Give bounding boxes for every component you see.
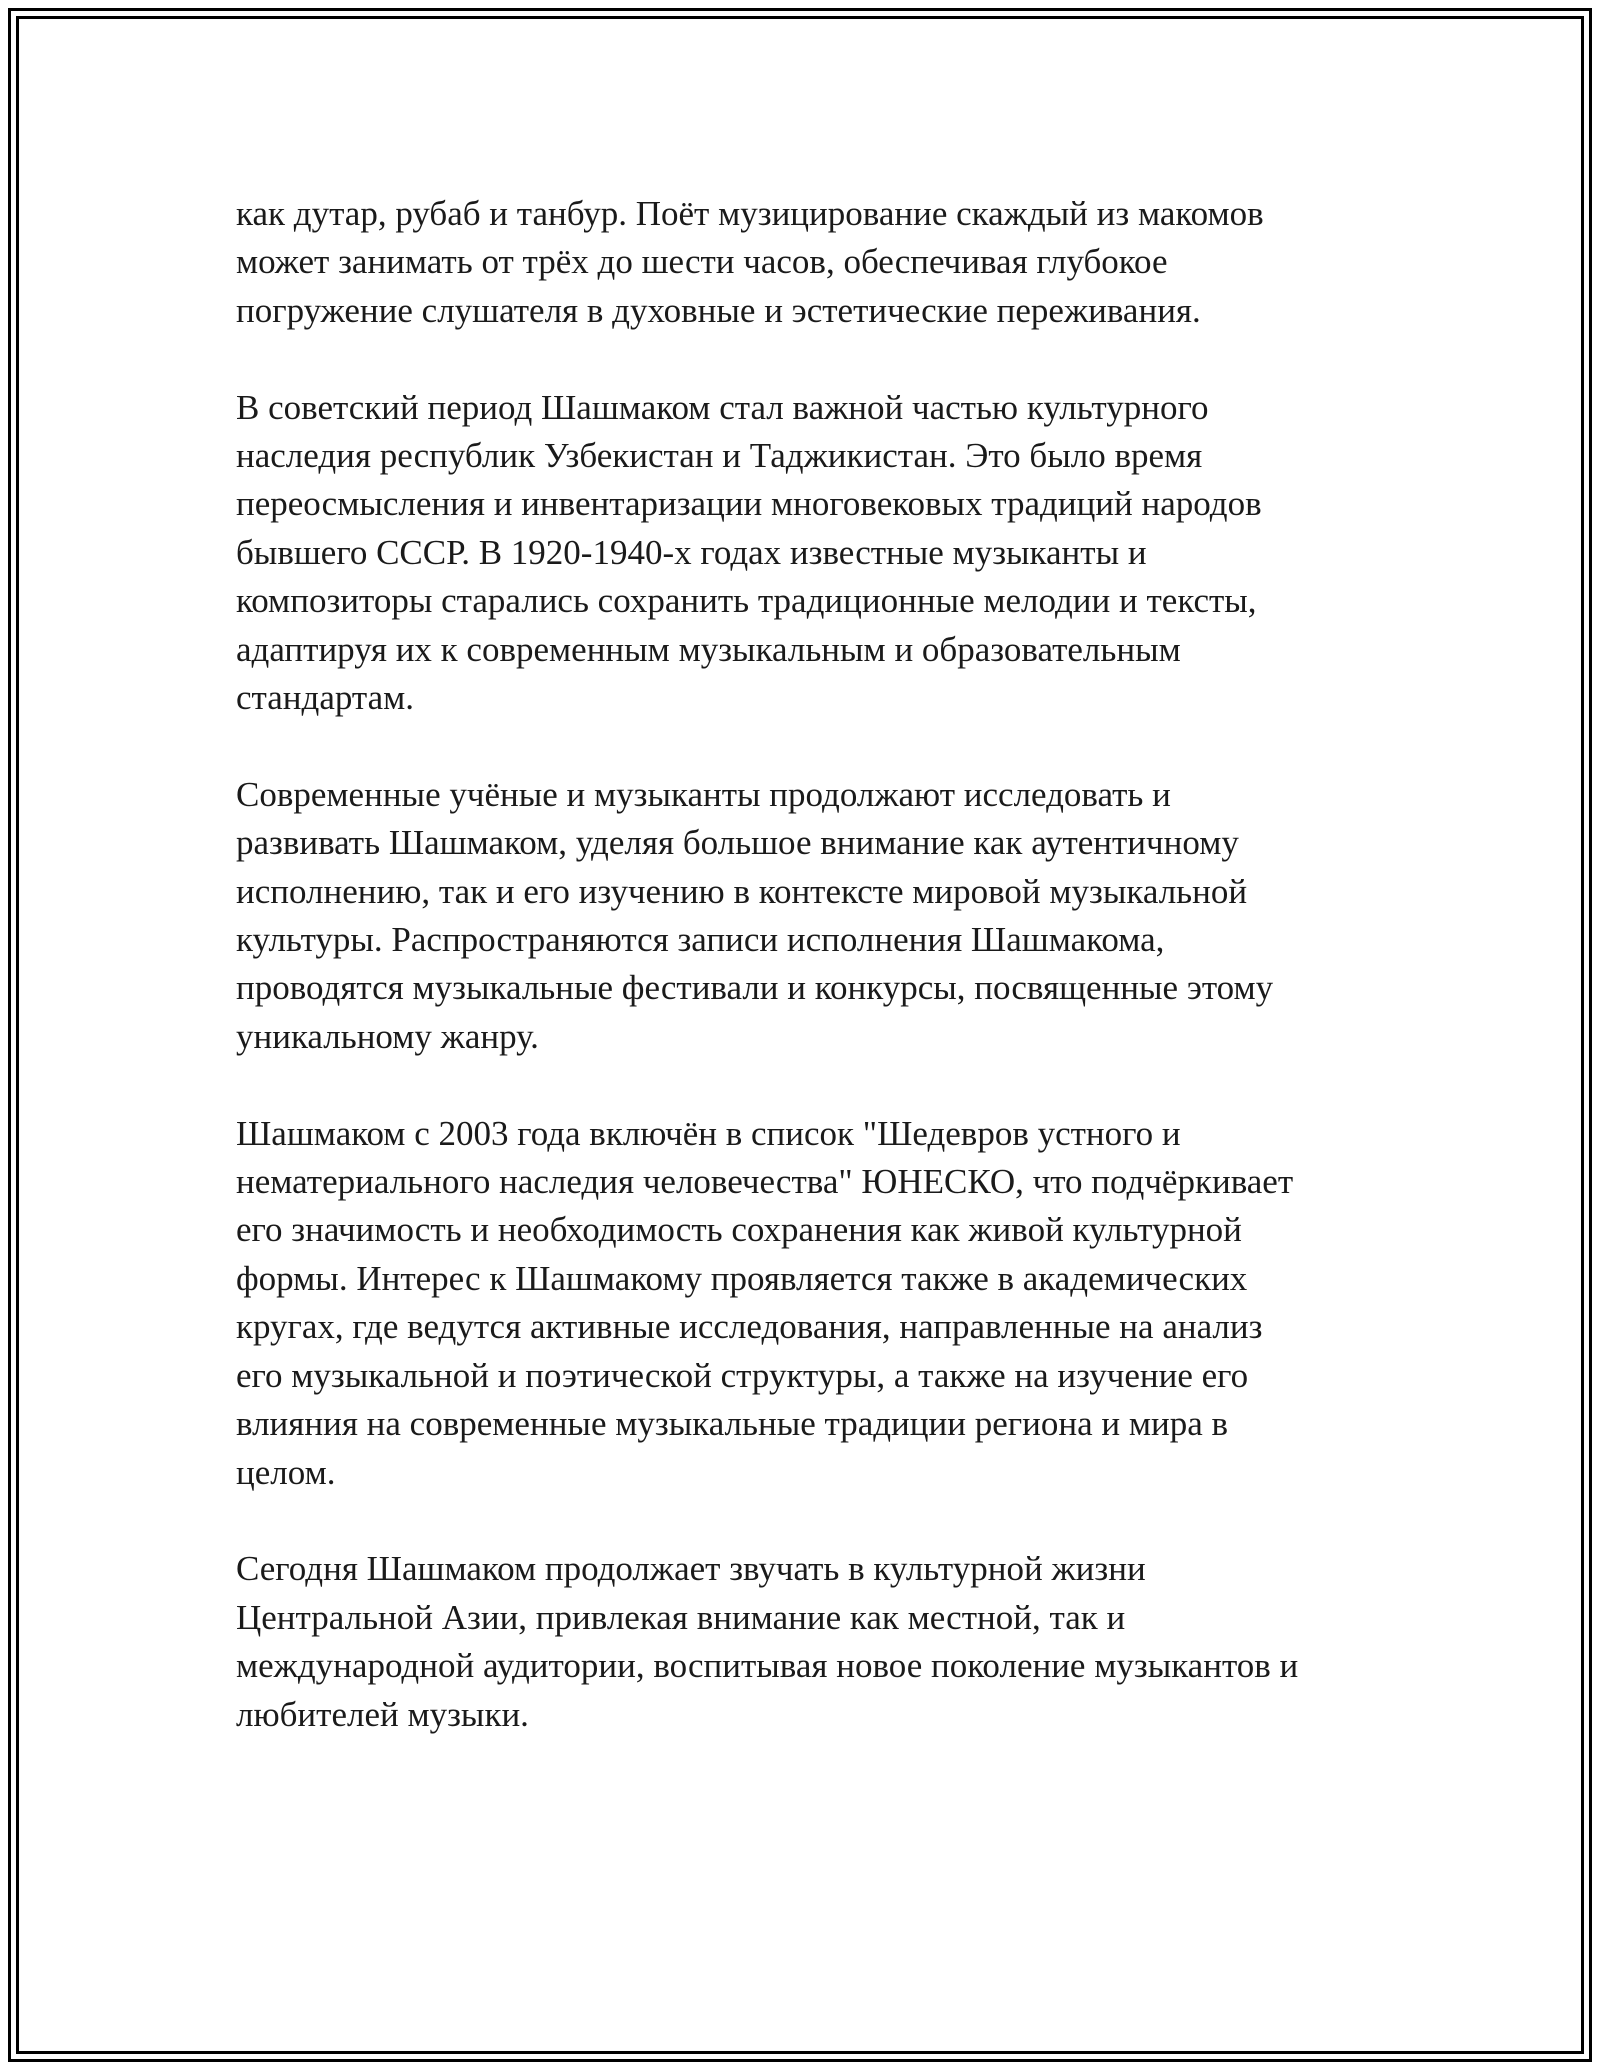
paragraph-2 bbox=[236, 384, 1376, 723]
paragraph-1 bbox=[236, 190, 1376, 335]
text-line: развивать Шашмаком, уделяя большое внимание как аутентичному bbox=[236, 823, 1239, 863]
text-line: формы. Интерес к Шашмакому проявляется также в академических bbox=[236, 1258, 1248, 1298]
text-line: культуры. Распространяются записи исполнения Шашмакома, bbox=[236, 920, 1165, 960]
text-line: В советский период Шашмаком стал важной частью культурного bbox=[236, 387, 1209, 427]
text-line: его музыкальной и поэтической структуры, а также на изучение его bbox=[236, 1355, 1249, 1395]
text-line: международной аудитории, воспитывая новое поколение музыкантов и bbox=[236, 1646, 1299, 1686]
text-line: композиторы старались сохранить традиционные мелодии и тексты, bbox=[236, 581, 1257, 621]
text-line: наследия республик Узбекистан и Таджикистан. Это было время bbox=[236, 436, 1203, 476]
text-line: погружение слушателя в духовные и эстетические переживания. bbox=[236, 290, 1201, 330]
document-body bbox=[236, 190, 1376, 1787]
text-line: стандартам. bbox=[236, 678, 415, 718]
text-line: может занимать от трёх до шести часов, обеспечивая глубокое bbox=[236, 242, 1168, 282]
text-line: его значимость и необходимость сохранения как живой культурной bbox=[236, 1210, 1242, 1250]
text-line: влияния на современные музыкальные традиции региона и мира в bbox=[236, 1404, 1229, 1444]
text-line: переосмысления и инвентаризации многовековых традиций народов bbox=[236, 484, 1262, 524]
text-line: как дутар, рубаб и танбур. Поёт музицирование скаждый из макомов bbox=[236, 194, 1264, 233]
text-line: проводятся музыкальные фестивали и конкурсы, посвященные этому bbox=[236, 968, 1274, 1008]
text-line: бывшего СССР. В 1920-1940-х годах известные музыканты и bbox=[236, 532, 1147, 572]
text-line: нематериального наследия человечества" ЮНЕСКО, что подчёркивает bbox=[236, 1162, 1294, 1202]
text-line: кругах, где ведутся активные исследования, направленные на анализ bbox=[236, 1307, 1263, 1347]
text-line: Шашмаком с 2003 года включён в список "Шедевров устного и bbox=[236, 1113, 1181, 1153]
text-line: любителей музыки. bbox=[236, 1694, 529, 1734]
paragraph-4 bbox=[236, 1110, 1376, 1497]
paragraph-5 bbox=[236, 1545, 1376, 1739]
text-line: Центральной Азии, привлекая внимание как местной, так и bbox=[236, 1597, 1126, 1637]
text-line: адаптируя их к современным музыкальным и образовательным bbox=[236, 629, 1181, 669]
text-line: Сегодня Шашмаком продолжает звучать в культурной жизни bbox=[236, 1549, 1146, 1589]
paragraph-3 bbox=[236, 771, 1376, 1061]
text-line: уникальному жанру. bbox=[236, 1016, 539, 1056]
text-line: исполнению, так и его изучению в контексте мировой музыкальной bbox=[236, 871, 1248, 911]
text-line: целом. bbox=[236, 1452, 336, 1492]
text-line: Современные учёные и музыканты продолжают исследовать и bbox=[236, 774, 1171, 814]
